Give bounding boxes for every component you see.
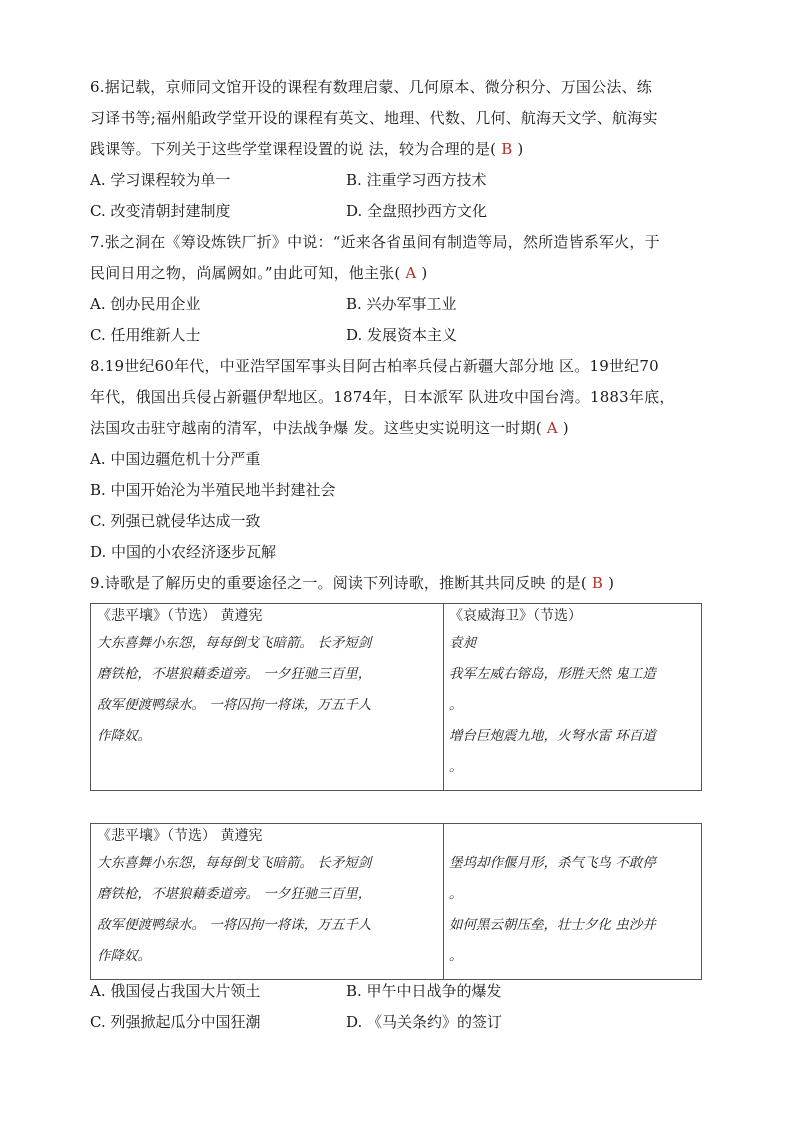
poem-author: 袁昶 (449, 635, 476, 651)
q7-line-2 (90, 263, 427, 283)
poem-line: 敌军便渡鸭绿水。 一将囚拘一将诛，万五千人 (97, 917, 372, 933)
q6-line-2: 习译书等;福州船政学堂开设的课程有英文、地理、代数、几何、航海天文学、航海实 (90, 109, 658, 127)
q7-option-d: D. 发展资本主义 (346, 326, 458, 344)
q8-line-1: 8.19世纪60年代，中亚浩罕国军事头目阿古柏率兵侵占新疆大部分地 区。19世纪70 (90, 357, 659, 375)
poem-left-cell (97, 606, 441, 790)
q8-line-2: 年代，俄国出兵侵占新疆伊犁地区。1874年，日本派军 队进攻中国台湾。1883年底， (90, 388, 675, 406)
q8-option-a: A. 中国边疆危机十分严重 (90, 450, 261, 468)
q8-line-3 (90, 418, 569, 438)
q9-answer: B (591, 574, 604, 592)
poem-line: 增台巨炮震九地，火弩水雷 环百道 (449, 728, 656, 744)
poem-line: 如何黑云朝压垒，壮士夕化 虫沙并 (449, 917, 656, 933)
poem-table-1 (90, 603, 702, 791)
poem-left-cell (97, 826, 441, 979)
poem-right-cell (449, 606, 699, 790)
poem-table-2 (90, 823, 702, 980)
q6-option-b: B. 注重学习西方技术 (346, 171, 487, 189)
poem-line: 磨铁枪，不堪狼藉委道旁。 一夕狂驰三百里， (97, 886, 372, 902)
poem-title: 《悲平壤》（节选） 黄遵宪 (97, 828, 263, 844)
q9-stem: 9.诗歌是了解历史的重要途径之一。阅读下列诗歌，推断其共同反映 的是( (90, 574, 592, 592)
poem-line: 大东喜舞小东怨，每每倒戈飞暗箭。 长矛短剑 (97, 855, 372, 871)
poem-line: 作降奴。 (97, 728, 151, 744)
q9-option-c: C. 列强掀起瓜分中国狂潮 (90, 1013, 261, 1031)
q8-stem-end: 法国攻击驻守越南的清军，中法战争爆 发。这些史实说明这一时期( (90, 419, 547, 437)
poem-line: 敌军便渡鸭绿水。 一将囚拘一将诛，万五千人 (97, 697, 372, 713)
q7-option-a: A. 创办民用企业 (90, 295, 201, 313)
q8-option-b: B. 中国开始沦为半殖民地半封建社会 (90, 481, 336, 499)
q7-answer: A (405, 264, 417, 282)
q6-line-1: 6.据记载，京师同文馆开设的课程有数理启蒙、几何原本、微分积分、万国公法、练 (90, 78, 652, 96)
q6-stem-end: 践课等。下列关于这些学堂课程设置的说 法，较为合理的是( (90, 140, 502, 158)
q8-answer: A (546, 419, 558, 437)
poem-line: 我军左威右镕岛，形胜天然 鬼工造 (449, 666, 656, 682)
q6-paren-close: ) (512, 140, 524, 158)
poem-line: 。 (449, 948, 463, 964)
poem-title: 《悲平壤》（节选） 黄遵宪 (97, 608, 263, 624)
q7-option-b: B. 兴办军事工业 (346, 295, 457, 313)
table-divider (443, 604, 444, 790)
poem-line: 。 (449, 759, 463, 775)
q9-option-d: D. 《马关条约》的签订 (346, 1013, 503, 1031)
q8-option-d: D. 中国的小农经济逐步瓦解 (90, 543, 277, 561)
poem-line: 。 (449, 886, 463, 902)
q6-option-d: D. 全盘照抄西方文化 (346, 202, 488, 220)
poem-line: 作降奴。 (97, 948, 151, 964)
q6-option-c: C. 改变清朝封建制度 (90, 202, 231, 220)
poem-line: 。 (449, 697, 463, 713)
q6-option-a: A. 学习课程较为单一 (90, 171, 231, 189)
q9-line-1 (90, 573, 614, 593)
q8-paren-close: ) (557, 419, 569, 437)
poem-right-cell (449, 848, 699, 979)
poem-title: 《哀威海卫》（节选） (449, 608, 582, 624)
q7-line-1: 7.张之洞在《筹设炼铁厂折》中说：“近来各省虽间有制造等局，然所造皆系军火，于 (90, 233, 660, 251)
poem-line: 磨铁枪，不堪狼藉委道旁。 一夕狂驰三百里， (97, 666, 372, 682)
q7-option-c: C. 任用维新人士 (90, 326, 201, 344)
q9-paren-close: ) (603, 574, 615, 592)
q9-option-a: A. 俄国侵占我国大片领土 (90, 982, 261, 1000)
q9-option-b: B. 甲午中日战争的爆发 (346, 982, 502, 1000)
poem-line: 大东喜舞小东怨，每每倒戈飞暗箭。 长矛短剑 (97, 635, 372, 651)
q6-line-3 (90, 139, 523, 159)
q7-stem-end: 民间日用之物，尚属阙如。”由此可知，他主张( (90, 264, 406, 282)
poem-line: 堡坞却作偃月形，杀气飞鸟 不敢停 (449, 855, 656, 871)
table-divider (443, 824, 444, 979)
q6-answer: B (501, 140, 513, 158)
q7-paren-close: ) (416, 264, 428, 282)
q8-option-c: C. 列强已就侵华达成一致 (90, 512, 261, 530)
